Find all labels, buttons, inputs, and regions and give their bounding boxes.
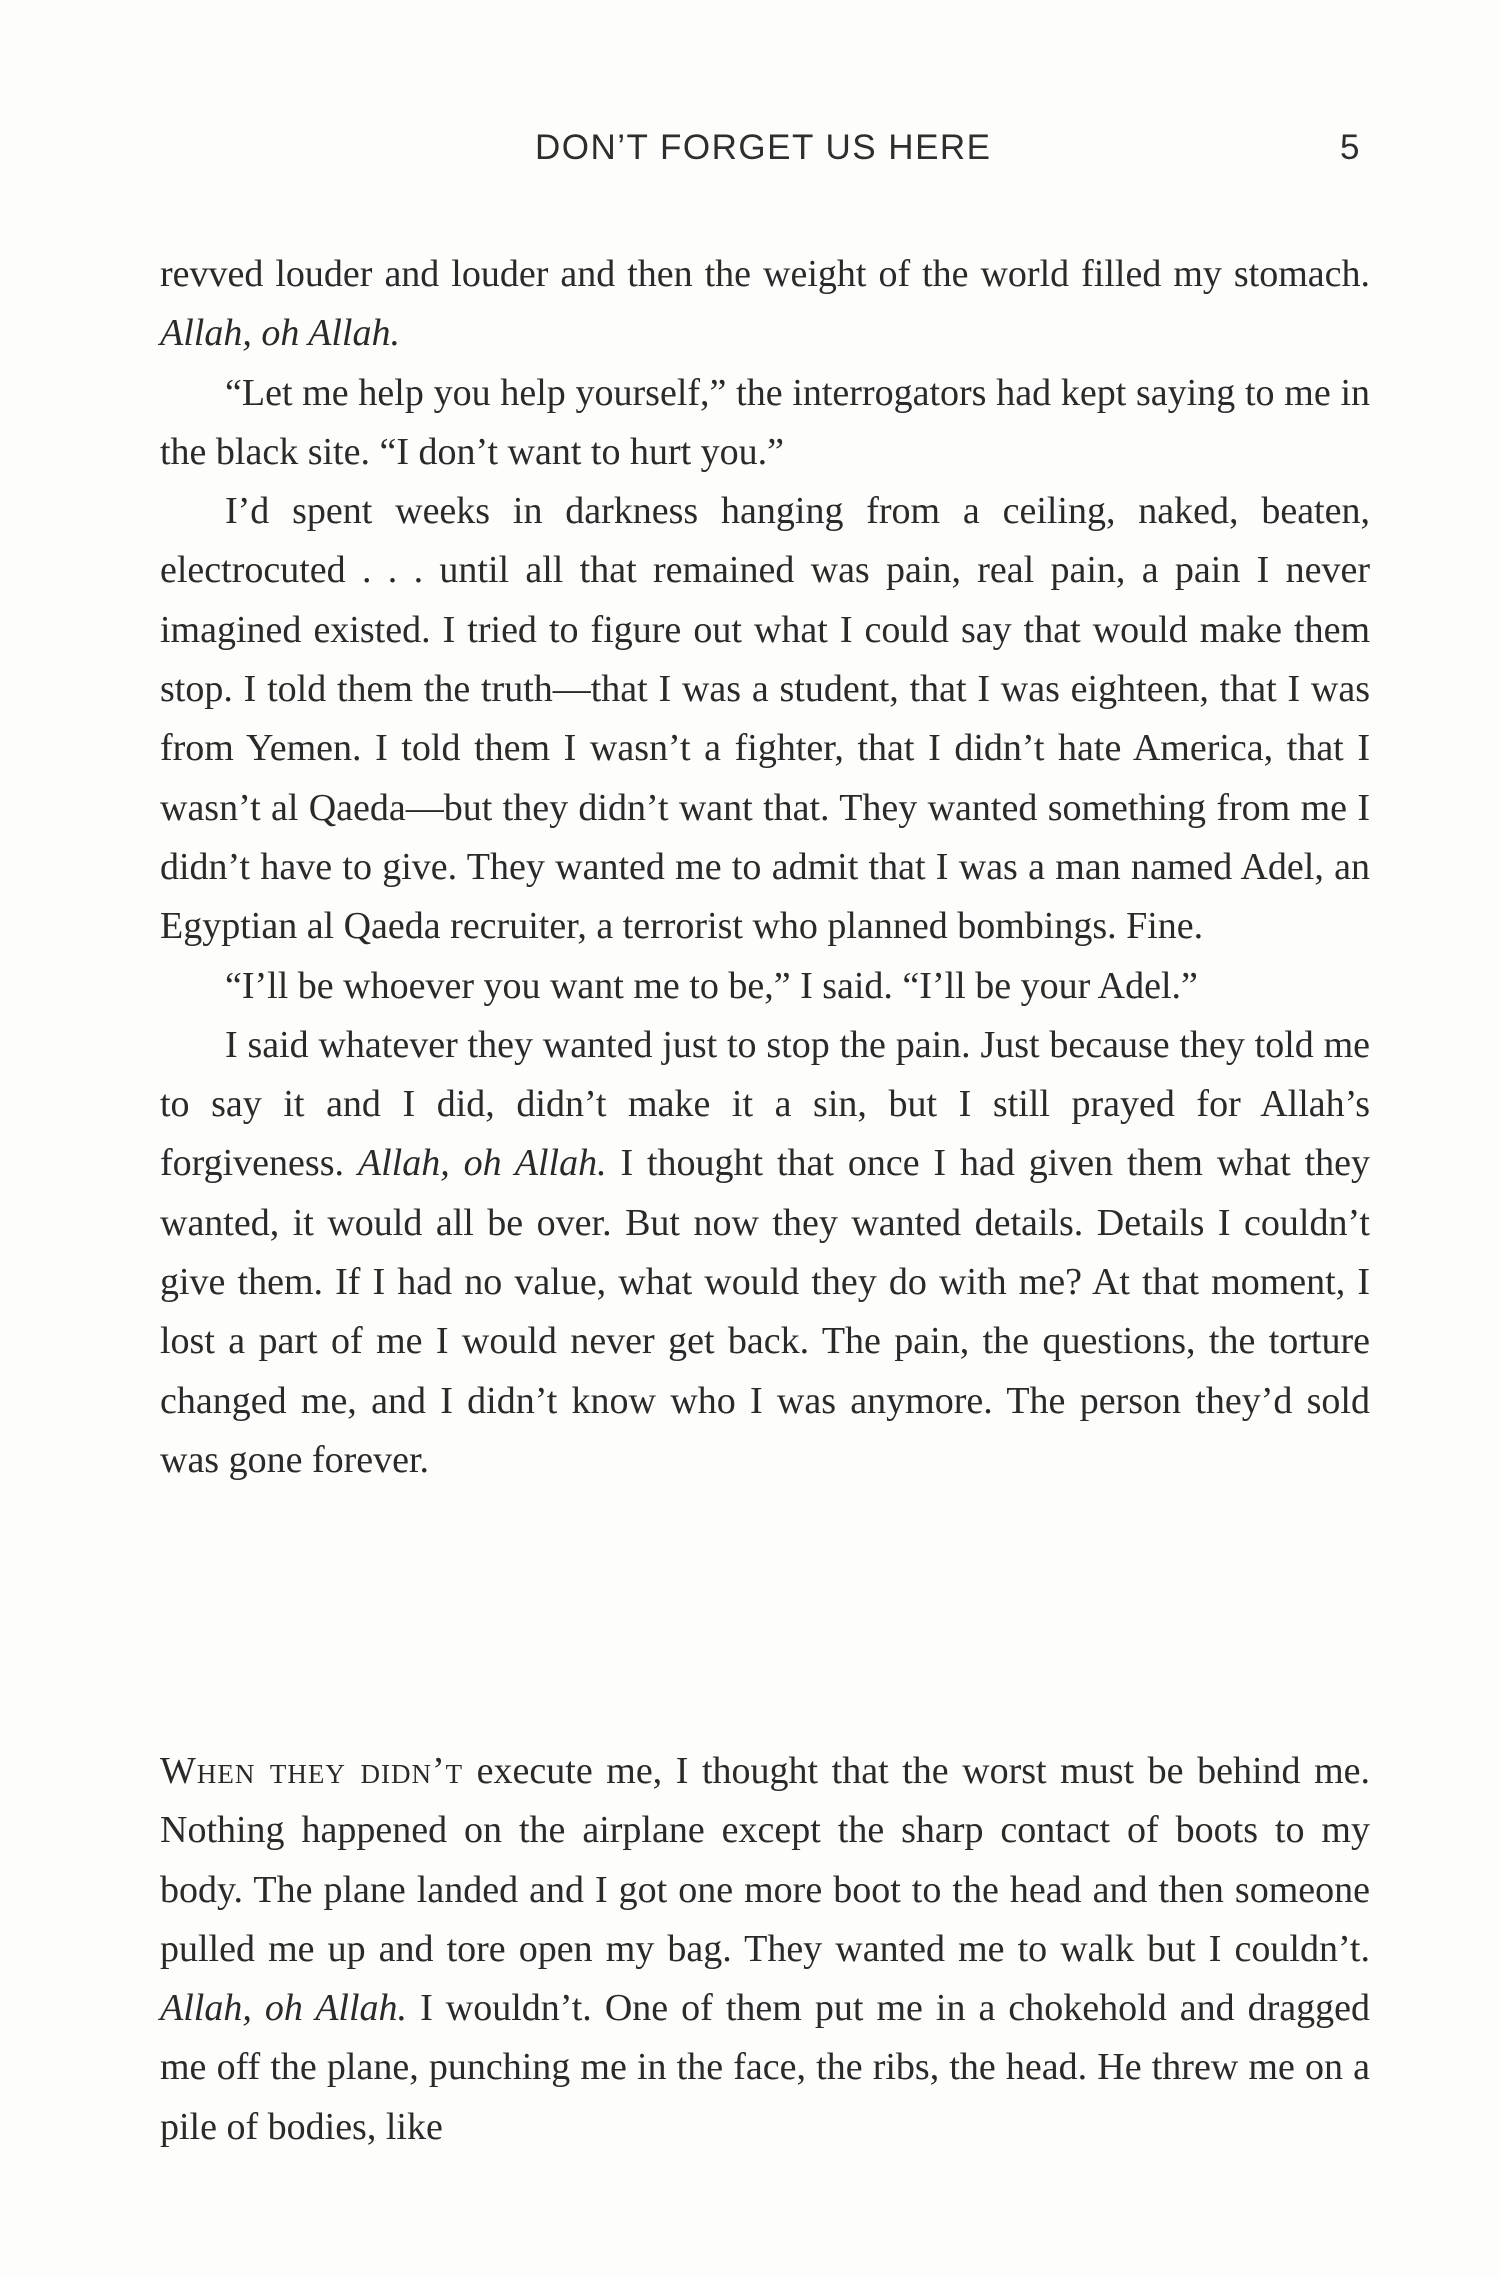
text-run: I’d spent weeks in darkness hanging from a ceiling, naked, beaten, electrocuted . . . until all that remained was pain, real pain, a pain I never imagined existed. I tried to figure out what I could say that would make them stop. I told them the truth—that I was a student, that I was eighteen, that I was from Yemen. I told them I wasn’t a fighter, that I didn’t hate America, that I wasn’t al Qaeda—but they didn’t want that. They wanted something from me I didn’t have to give. They wanted me to admit that I was a man named Adel, an Egyptian al Qaeda recruiter, a terrorist who planned bombings. Fine. <box>160 490 1370 948</box>
text-run: “I’ll be whoever you want me to be,” I said. “I’ll be your Adel.” <box>225 964 1198 1007</box>
section-break <box>160 1660 1370 1661</box>
italic-phrase: Allah, oh Allah. <box>160 1987 408 2030</box>
text-run: revved louder and louder and then the weight of the world filled my stomach. <box>160 253 1370 295</box>
body-paragraph <box>160 364 1370 483</box>
text-run: I thought that once I had given them what they wanted, it would all be over. But now they wanted details. Details I couldn’t give them. If I had no value, what would they do with me? At that moment, I lost a part of me I would never get back. The pain, the questions, the torture changed me, and I didn’t know who I was anymore. The person they’d sold was gone forever. <box>160 1142 1371 1481</box>
body-paragraph <box>160 1742 1370 2157</box>
body-paragraph <box>160 1016 1370 1490</box>
italic-phrase: Allah, oh Allah. <box>357 1142 607 1185</box>
italic-phrase: Allah, oh Allah. <box>160 312 400 355</box>
body-paragraph <box>160 245 1370 364</box>
running-head <box>0 128 1500 172</box>
running-title: DON’T FORGET US HERE <box>535 128 992 167</box>
text-run: execute me, I thought that the worst must be behind me. Nothing happened on the airplane except the sharp contact of boots to my body. The plane landed and I got one more boot to the head and then someone pulled me up and tore open my bag. They wanted me to walk but I couldn’t. <box>160 1750 1370 1970</box>
body-paragraph <box>160 482 1370 956</box>
text-run: “Let me help you help yourself,” the interrogators had kept saying to me in the black site. “I don’t want to hurt you.” <box>160 371 1370 473</box>
section-1-body <box>160 245 1370 1490</box>
section-2-body <box>160 1742 1370 2157</box>
section-lead-in: When they didn’t <box>160 1750 464 1792</box>
text-run: I said whatever they wanted just to stop the pain. Just because they told me to say it and I did, didn’t make it a sin, but I still prayed for Allah’s forgiveness. <box>160 1023 1370 1185</box>
body-paragraph <box>160 957 1370 1016</box>
text-run: I wouldn’t. One of them put me in a chokehold and dragged me off the plane, punching me in the face, the ribs, the head. He threw me on a pile of bodies, like <box>160 1987 1371 2148</box>
page-number: 5 <box>1340 128 1360 167</box>
